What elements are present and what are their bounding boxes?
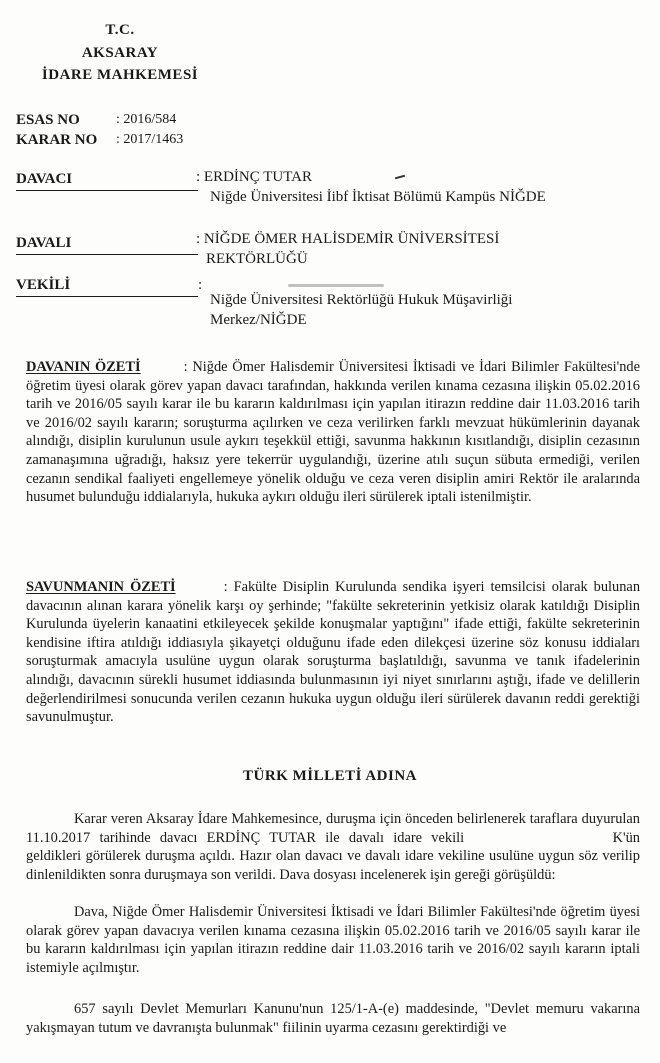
header-tc: T.C. — [105, 22, 135, 38]
davanin-ozeti-paragraph — [26, 358, 640, 507]
davaci-address: Niğde Üniversitesi İibf İktisat Bölümü Kampüs NİĞDE — [210, 189, 546, 205]
karar-paragraph-1 — [26, 810, 640, 884]
davaci-underline — [16, 190, 198, 191]
savunmanin-ozeti-paragraph — [26, 578, 640, 727]
davaci-name: : ERDİNÇ TUTAR — [196, 169, 313, 185]
redaction-mark — [288, 284, 384, 287]
vekili-label: VEKİLİ — [16, 277, 71, 293]
karar-paragraph-2: Dava, Niğde Ömer Halisdemir Üniversitesi İktisadi ve İdari Bilimler Fakültesi'nde öğretim üyesi olarak görev yapan davacıya verilen kınama cezasına ilişkin 05.02.2016 tarih ve 2016/05 sayılı karar ile bu kararın kaldırılması için yapılan itirazın reddine dair 11.03.2016 tarih ve 2016/02 sayılı kararın iptali istemiyle açılmıştır. — [26, 904, 640, 976]
savunmanin-ozeti-label: SAVUNMANIN ÖZETİ — [26, 579, 176, 595]
header-court: İDARE MAHKEMESİ — [41, 67, 199, 83]
vekili-colon: : — [198, 277, 203, 293]
esas-label: ESAS NO — [16, 112, 80, 128]
karar-label: KARAR NO — [16, 132, 98, 148]
header-city: AKSARAY — [81, 45, 159, 61]
karar-p1-part2: K'ün geldikleri görülerek duruşma açıldı. Hazır olan davacı ve davalı idare vekiline usulüne uygun söz verilip dinlenildikten sonra duruşmaya son verildi. Dava dosyası incelenerek işin gereği görüşüldü: — [26, 829, 640, 883]
karar-value: : 2017/1463 — [116, 132, 184, 147]
pen-mark — [395, 175, 405, 180]
decision-title: TÜRK MİLLETİ ADINA — [242, 768, 418, 784]
vekili-underline — [16, 296, 198, 297]
savunmanin-ozeti-text: : Fakülte Disiplin Kurulunda sendika işyeri temsilcisi olarak bulunan davacının alınan karara yönelik karşı oy şerhinde; "fakülte sekreterinin yetkisiz olarak katıldığı Disiplin Kurulunda üyelerin kanaatini etkileyecek şekilde konuşmalar yaptığını" ifade ettiği, fakülte sekreterinin kendisine iftira atıldığı iddiasıyla şikayetçi olduğunu ifade eden dilekçesi üzerine söz konusu iddiaları soruşturmak amacıyla usulüne uygun olarak soruşturma başlatıldığı, savunma ve tanık ifadelerinin alındığı, davacının sürekli husumet iddiasında bulunmasının iyi niyet sınırlarını aştığı, ifade ve delillerin değerlendirilmesi sonucunda verilen cezanın hukuka uygun olduğu ileri sürülerek davanın reddi gerektiği savunulmuştur. — [26, 579, 641, 726]
davali-underline — [16, 254, 198, 255]
davanin-ozeti-text: : Niğde Ömer Halisdemir Üniversitesi İktisadi ve İdari Bilimler Fakültesi'nde öğretim üyesi olarak görev yapan davacı tarafından, hakkında verilen kınama cezasına ilişkin 05.02.2016 tarih ve 2016/05 sayılı karar ile bu kararın kaldırılması için yapılan itirazın reddine dair 11.03.2016 tarih ve 2016/02 sayılı kararın; soruşturma açılırken ve ceza verilirken farklı mevzuat hükümlerinin dayanak alındığı, disiplin kurulunun usule aykırı teşekkül ettiği, savunma hakkının kısıtlandığı, disiplin cezasının zamanaşımına uğradığı, haksız yere tekerrür uygulandığı, üzerine atılı suçun sübuta ermediği, verilen cezanın sendikal faaliyeti engellemeye yönelik olduğu ve ceza veren disiplin amiri Rektör ile aralarında husumet bulunduğu iddialarıyla, hukuka aykırı olduğu ileri sürülerek iptali istenilmiştir. — [26, 359, 640, 506]
vekili-line1: Niğde Üniversitesi Rektörlüğü Hukuk Müşavirliği — [210, 292, 513, 308]
davaci-label: DAVACI — [16, 171, 73, 187]
davali-line2: REKTÖRLÜĞÜ — [206, 251, 308, 267]
davali-line1: : NİĞDE ÖMER HALİSDEMİR ÜNİVERSİTESİ — [196, 231, 500, 247]
karar-p1-part1: Karar veren Aksaray İdare Mahkemesince, duruşma için önceden belirlenerek taraflara duyurulan 11.10.2017 tarihinde davacı ERDİNÇ TUTAR ile davalı idare vekili — [26, 811, 640, 846]
esas-value: : 2016/584 — [116, 112, 177, 127]
vekili-line2: Merkez/NİĞDE — [210, 312, 307, 328]
karar-paragraph-3: 657 sayılı Devlet Memurları Kanunu'nun 125/1-A-(e) maddesinde, "Devlet memuru vakarına yakışmayan tutum ve davranışta bulunmak" fiilinin uyarma cezasını gerektirdiği ve — [26, 1001, 640, 1036]
davali-label: DAVALI — [16, 235, 72, 251]
davanin-ozeti-label: DAVANIN ÖZETİ — [26, 359, 141, 375]
